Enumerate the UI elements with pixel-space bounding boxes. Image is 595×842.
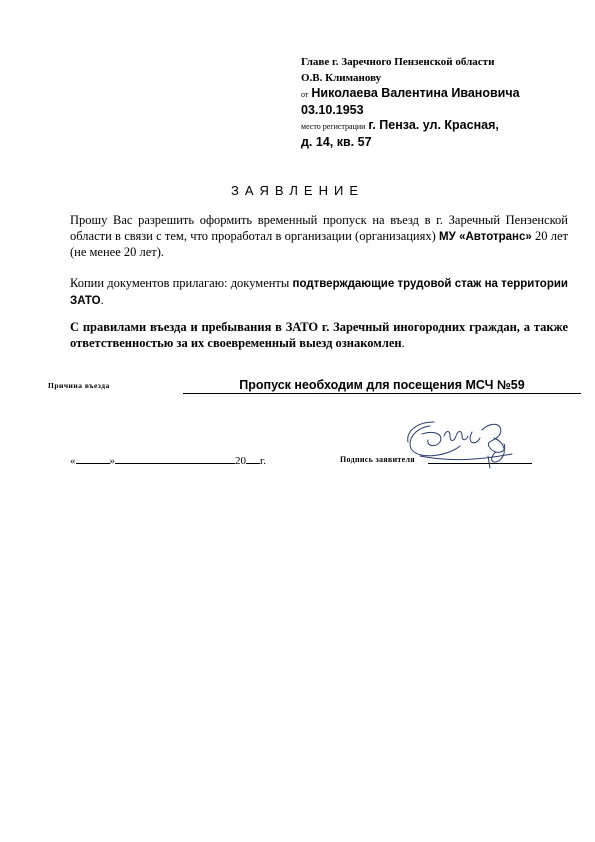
registration-row: [301, 118, 591, 135]
reason-value: Пропуск необходим для посещения МСЧ №59: [183, 378, 581, 394]
document-title: ЗАЯВЛЕНИЕ: [230, 183, 365, 198]
date-line: [70, 452, 266, 467]
acknowledgement-paragraph: [70, 320, 568, 351]
addressee-header: [301, 55, 591, 150]
date-open-quote: «: [70, 455, 76, 467]
applicant-name: Николаева Валентина Ивановича: [311, 86, 520, 100]
applicant-name-row: [301, 86, 591, 103]
address-line-2: д. 14, кв. 57: [301, 134, 372, 149]
from-label: от: [301, 90, 309, 99]
date-month-blank: [115, 452, 235, 464]
signature-label: Подпись заявителя: [340, 455, 415, 464]
applicant-birth-date: 03.10.1953: [301, 102, 364, 117]
acknowledgement-text: С правилами въезда и пребывания в ЗАТО г. Заречный иногородних граждан, а также ответственностью за их своевременный выезд ознакомлен: [70, 320, 568, 350]
addressee-line-2: О.В. Климанову: [301, 71, 382, 84]
date-year-suffix: г.: [260, 455, 267, 467]
date-close-quote: »: [109, 455, 115, 467]
documents-end: .: [100, 292, 104, 307]
date-year-blank: [246, 452, 260, 464]
organization-name: МУ «Автотранс»: [439, 230, 532, 243]
reason-label: Причина въезда: [48, 381, 110, 390]
handwritten-signature: [400, 412, 520, 472]
date-year-prefix: 20: [235, 455, 246, 467]
documents-text: Копии документов прилагаю: документы: [70, 276, 290, 290]
documents-list: подтверждающие трудовой стаж на территории ЗАТО: [70, 278, 568, 307]
acknowledgement-end: .: [401, 335, 405, 350]
addressee-line-1: Главе г. Заречного Пензенской области: [301, 56, 495, 68]
date-day-blank: [76, 452, 110, 464]
request-tail: 20 лет (не менее 20 лет).: [70, 228, 569, 259]
documents-paragraph: [70, 276, 568, 309]
request-paragraph: [70, 213, 568, 261]
registration-label: место регистрации: [301, 122, 366, 131]
request-text: Прошу Вас разрешить оформить временный пропуск на въезд в г. Заречный Пензенской области в связи с тем, что проработал в организации (организациях): [70, 213, 568, 243]
address-line-1: г. Пенза. ул. Красная,: [368, 118, 499, 132]
